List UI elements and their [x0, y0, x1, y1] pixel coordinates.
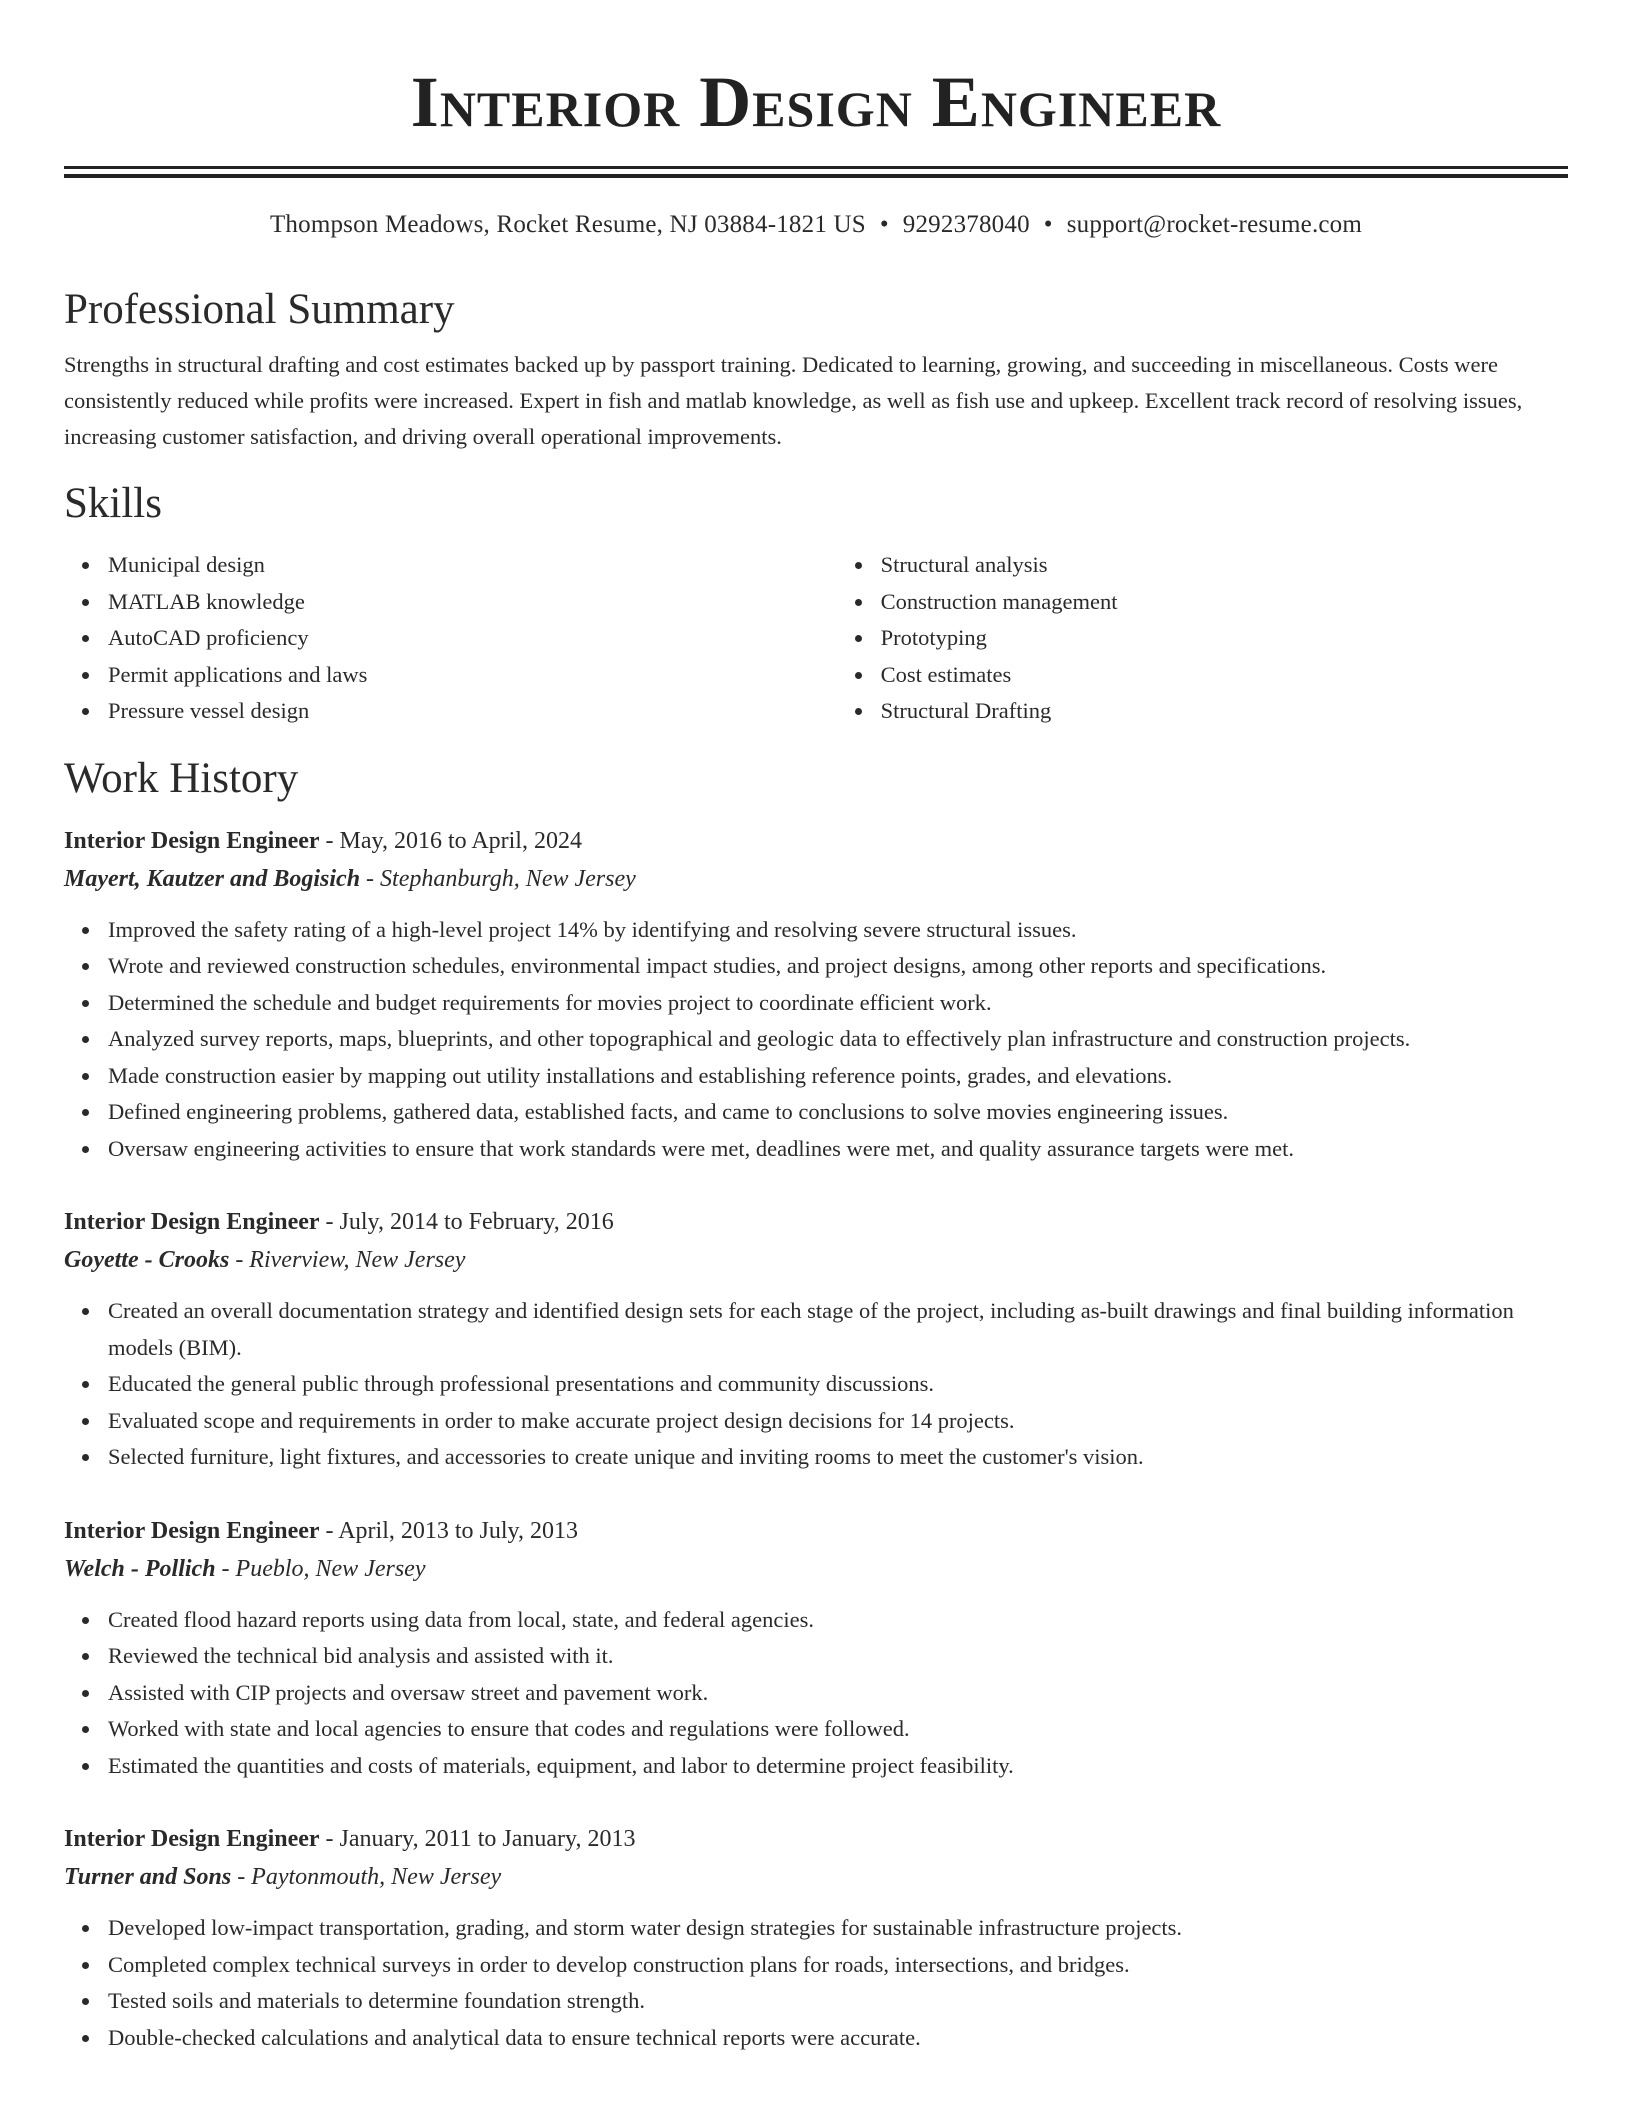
- job-location: - Riverview, New Jersey: [229, 1247, 466, 1273]
- job-bullet: Determined the schedule and budget requirements for movies project to coordinate efficient work.: [108, 985, 1568, 1022]
- job-bullet: Oversaw engineering activities to ensure that work standards were met, deadlines were met, and quality assurance targets were met.: [108, 1131, 1568, 1168]
- skill-item: Structural Drafting: [881, 693, 1568, 730]
- job-location: - Paytonmouth, New Jersey: [231, 1864, 502, 1890]
- title-rule-top: [64, 166, 1568, 169]
- skill-item: Structural analysis: [881, 547, 1568, 584]
- skill-item: MATLAB knowledge: [108, 584, 837, 621]
- job-bullet: Educated the general public through professional presentations and community discussions.: [108, 1366, 1568, 1403]
- contact-line: [64, 209, 1568, 241]
- job-entry: [64, 822, 1568, 1168]
- contact-email: support@rocket-resume.com: [1066, 211, 1363, 238]
- job-title-line: [64, 1203, 1568, 1241]
- contact-separator: •: [1043, 211, 1053, 238]
- summary-heading: Professional Summary: [64, 286, 455, 333]
- job-dates: - May, 2016 to April, 2024: [319, 827, 582, 854]
- skill-item: AutoCAD proficiency: [108, 620, 837, 657]
- job-bullet: Made construction easier by mapping out utility installations and establishing reference points, grades, and elevations.: [108, 1058, 1568, 1095]
- job-title-line: [64, 1820, 1568, 1858]
- skills-column-left: [64, 547, 837, 730]
- job-bullets: [64, 1910, 1568, 2056]
- job-company-line: [64, 1550, 1568, 1588]
- title-rule-bottom: [64, 174, 1568, 178]
- contact-address: Thompson Meadows, Rocket Resume, NJ 03884-1821 US: [269, 211, 866, 238]
- skill-item: Construction management: [881, 584, 1568, 621]
- contact-separator: •: [879, 211, 889, 238]
- job-entry: [64, 1820, 1568, 2056]
- job-title-line: [64, 1512, 1568, 1550]
- job-bullets: [64, 1602, 1568, 1785]
- job-bullet: Improved the safety rating of a high-level project 14% by identifying and resolving severe structural issues.: [108, 912, 1568, 949]
- job-title: Interior Design Engineer: [64, 1209, 320, 1235]
- job-company: Goyette - Crooks: [64, 1247, 230, 1273]
- job-company-line: [64, 860, 1568, 898]
- job-bullet: Analyzed survey reports, maps, blueprints, and other topographical and geologic data to effectively plan infrastructure and construction projects.: [108, 1021, 1568, 1058]
- job-bullet: Assisted with CIP projects and oversaw street and pavement work.: [108, 1675, 1568, 1712]
- skill-item: Municipal design: [108, 547, 837, 584]
- job-bullet: Estimated the quantities and costs of materials, equipment, and labor to determine project feasibility.: [108, 1748, 1568, 1785]
- skill-item: Cost estimates: [881, 657, 1568, 694]
- job-company-line: [64, 1858, 1568, 1896]
- skills-heading: Skills: [64, 480, 162, 527]
- work-history-heading: Work History: [64, 754, 299, 802]
- job-dates: - July, 2014 to February, 2016: [319, 1209, 614, 1235]
- job-bullet: Defined engineering problems, gathered data, established facts, and came to conclusions to solve movies engineering issues.: [108, 1094, 1568, 1131]
- skill-item: Prototyping: [881, 620, 1568, 657]
- job-location: - Stephanburgh, New Jersey: [360, 865, 636, 892]
- skill-item: Pressure vessel design: [108, 693, 837, 730]
- job-bullets: [64, 912, 1568, 1168]
- job-entry: [64, 1203, 1568, 1476]
- job-company: Welch - Pollich: [64, 1555, 216, 1582]
- job-company: Turner and Sons: [64, 1864, 232, 1890]
- job-title: Interior Design Engineer: [64, 827, 320, 854]
- skill-item: Permit applications and laws: [108, 657, 837, 694]
- job-entry: [64, 1512, 1568, 1785]
- job-bullets: [64, 1293, 1568, 1476]
- job-dates: - April, 2013 to July, 2013: [319, 1517, 578, 1544]
- resume-title: Interior Design Engineer: [410, 62, 1222, 142]
- contact-phone: 9292378040: [902, 211, 1030, 238]
- job-bullet: Double-checked calculations and analytical data to ensure technical reports were accurate.: [108, 2020, 1568, 2057]
- job-company-line: [64, 1241, 1568, 1279]
- job-bullet: Wrote and reviewed construction schedules, environmental impact studies, and project designs, among other reports and specifications.: [108, 948, 1568, 985]
- job-bullet: Created flood hazard reports using data from local, state, and federal agencies.: [108, 1602, 1568, 1639]
- job-dates: - January, 2011 to January, 2013: [319, 1826, 636, 1852]
- summary-text: Strengths in structural drafting and cost estimates backed up by passport training. Dedicated to learning, growing, and succeeding in miscellaneous. Costs were consistently reduced while profits were increased. Expert in fish and matlab knowledge, as well as fish use and upkeep. Excellent track record of resolving issues, increasing customer satisfaction, and driving overall operational improvements.: [64, 352, 1523, 449]
- job-bullet: Worked with state and local agencies to ensure that codes and regulations were followed.: [108, 1711, 1568, 1748]
- job-title: Interior Design Engineer: [64, 1826, 320, 1852]
- skills-grid: [64, 547, 1568, 730]
- job-bullet: Selected furniture, light fixtures, and accessories to create unique and inviting rooms to meet the customer's vision.: [108, 1439, 1568, 1476]
- job-bullet: Reviewed the technical bid analysis and assisted with it.: [108, 1638, 1568, 1675]
- job-bullet: Tested soils and materials to determine foundation strength.: [108, 1983, 1568, 2020]
- job-title-line: [64, 822, 1568, 860]
- job-company: Mayert, Kautzer and Bogisich: [64, 865, 361, 892]
- job-location: - Pueblo, New Jersey: [215, 1555, 426, 1582]
- skills-column-right: [837, 547, 1568, 730]
- job-bullet: Developed low-impact transportation, grading, and storm water design strategies for sustainable infrastructure projects.: [108, 1910, 1568, 1947]
- job-title: Interior Design Engineer: [64, 1517, 320, 1544]
- job-bullet: Completed complex technical surveys in order to develop construction plans for roads, intersections, and bridges.: [108, 1947, 1568, 1984]
- job-bullet: Evaluated scope and requirements in order to make accurate project design decisions for 14 projects.: [108, 1403, 1568, 1440]
- job-bullet: Created an overall documentation strategy and identified design sets for each stage of the project, including as-built drawings and final building information models (BIM).: [108, 1293, 1568, 1366]
